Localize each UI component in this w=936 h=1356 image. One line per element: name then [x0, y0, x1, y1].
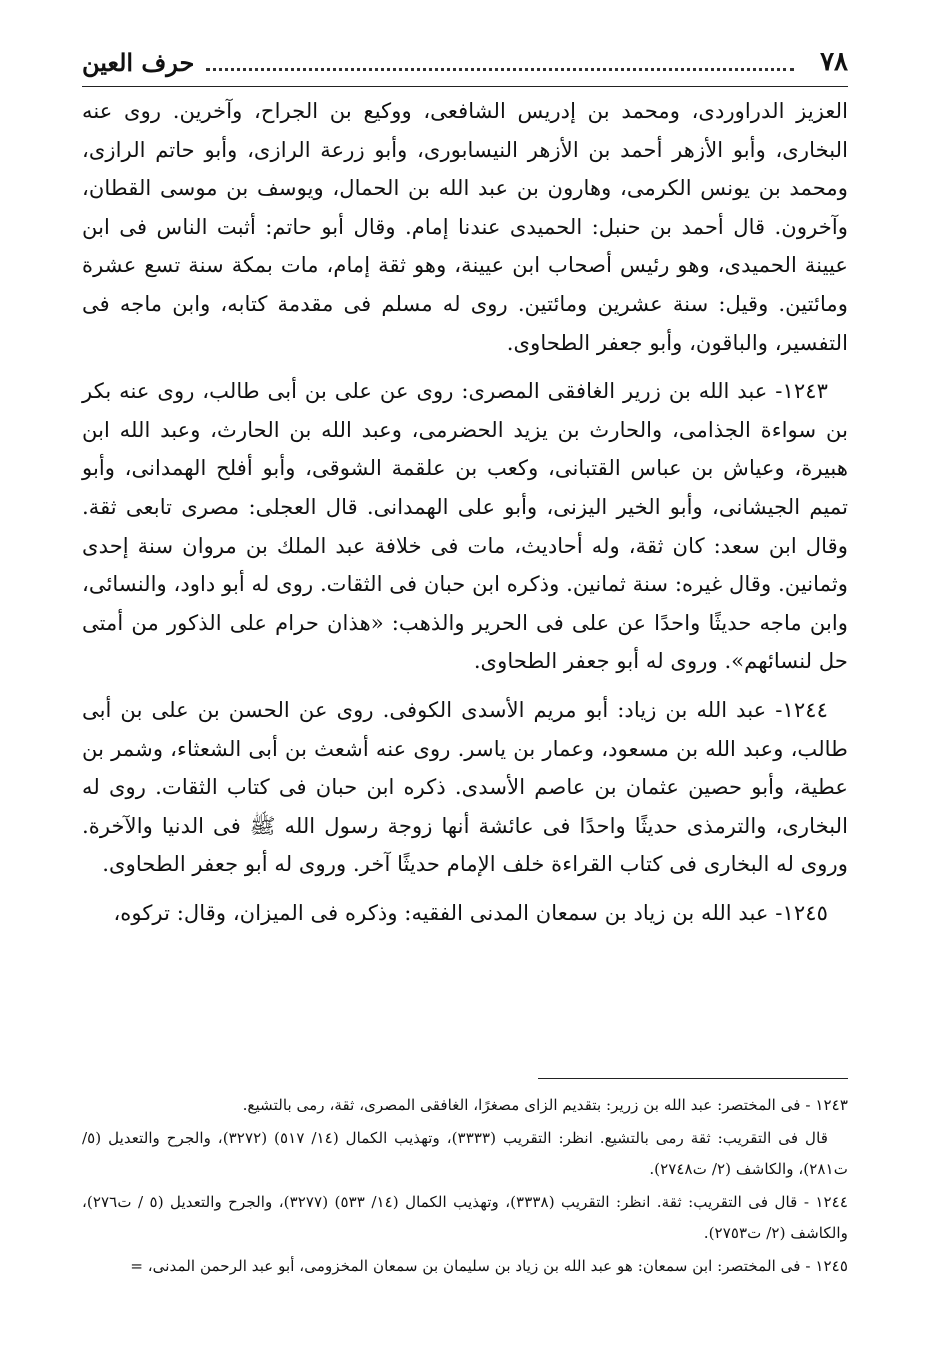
- chapter-title: حرف العين: [82, 47, 195, 77]
- page-number: ٧٨: [820, 47, 848, 77]
- entry-1243: ١٢٤٣- عبد الله بن زرير الغافقى المصرى: روى عن على بن أبى طالب، روى عنه بكر بن سواءة الجذامى، والحارث بن يزيد الحضرمى، وعبد الله بن الحارث، وعبد الله ابن هبيرة، وعياش بن عباس القتبانى، وكعب بن علقمة الشوقى، وأبو أفلح الهمدانى، وأبو تميم الجيشانى، وأبو الخير اليزنى، وأبو على الهمدانى. قال العجلى: مصرى تابعى ثقة. وقال ابن سعد: كان ثقة، وله أحاديث، مات فى خلافة عبد الملك بن مروان سنة إحدى وثمانين. وقال غيره: سنة ثمانين. وذكره ابن حبان فى الثقات. روى له أبو داود، والنسائى، وابن ماجه حديثًا واحدًا عن على فى الحرير والذهب: «هذان حرام على الذكور من أمتى حل لنسائهم». وروى له أبو جعفر الطحاوى.: [82, 378, 848, 674]
- main-text: [82, 92, 848, 942]
- footnote-separator: [538, 1078, 848, 1079]
- footnotes: [82, 1090, 848, 1284]
- footnote-1243-continued: قال فى التقريب: ثقة رمى بالتشيع. انظر: التقريب (٣٣٣٣)، وتهذيب الكمال (١٤/ ٥١٧) (٣٢٧٢)، والجرح والتعديل (٥/ ت٢٨١)، والكاشف (٢/ ت٢٧٤٨).: [82, 1129, 848, 1178]
- footnote-1245: ١٢٤٥ - فى المختصر: ابن سمعان: هو عبد الله بن زياد بن سليمان بن سمعان المخزومى، أبو عبد الرحمن المدنى، =: [130, 1257, 848, 1275]
- header-dot-leader: [206, 68, 794, 71]
- footnote-1244: ١٢٤٤ - قال فى التقريب: ثقة. انظر: التقريب (٣٣٣٨)، وتهذيب الكمال (١٤/ ٥٣٣) (٣٢٧٧)، والجرح والتعديل (٥ / ت٢٧٦)، والكاشف (٢/ ت٢٧٥٣).: [82, 1193, 848, 1242]
- page-header: [82, 38, 848, 87]
- paragraph-continuation: العزيز الدراوردى، ومحمد بن إدريس الشافعى، ووكيع بن الجراح، وآخرين. روى عنه البخارى، وأبو الأزهر أحمد بن الأزهر النيسابورى، وأبو زرعة الرازى، وأبو حاتم الرازى، ومحمد بن يونس الكرمى، وهارون بن عبد الله بن الحمال، ويوسف بن موسى القطان، وآخرون. قال أحمد بن حنبل: الحميدى عندنا إمام. وقال أبو حاتم: أثبت الناس فى ابن عيينة الحميدى، وهو رئيس أصحاب ابن عيينة، وهو ثقة إمام، مات بمكة سنة تسع عشرة ومائتين. وقيل: سنة عشرين ومائتين. روى له مسلم فى مقدمة كتابه، وابن ماجه فى التفسير، والباقون، وأبو جعفر الطحاوى.: [82, 98, 848, 355]
- entry-1245: ١٢٤٥- عبد الله بن زياد بن سمعان المدنى الفقيه: وذكره فى الميزان، وقال: تركوه،: [113, 899, 828, 925]
- footnote-1243: ١٢٤٣ - فى المختصر: عبد الله بن زرير: بتقديم الزاى مصغرًا، الغافقى المصرى، ثقة، رمى بالتشيع.: [242, 1096, 848, 1114]
- entry-1244: ١٢٤٤- عبد الله بن زياد: أبو مريم الأسدى الكوفى. روى عن الحسن بن على بن أبى طالب، وعبد الله بن مسعود، وعمار بن ياسر. روى عنه أشعث بن أبى الشعثاء، وشمر بن عطية، وأبو حصين عثمان بن عاصم الأسدى. ذكره ابن حبان فى كتاب الثقات. روى له البخارى، والترمذى حديثًا واحدًا فى عائشة أنها زوجة رسول الله ﷺ فى الدنيا والآخرة. وروى له البخارى فى كتاب القراءة خلف الإمام حديثًا آخر. وروى له أبو جعفر الطحاوى.: [82, 696, 848, 877]
